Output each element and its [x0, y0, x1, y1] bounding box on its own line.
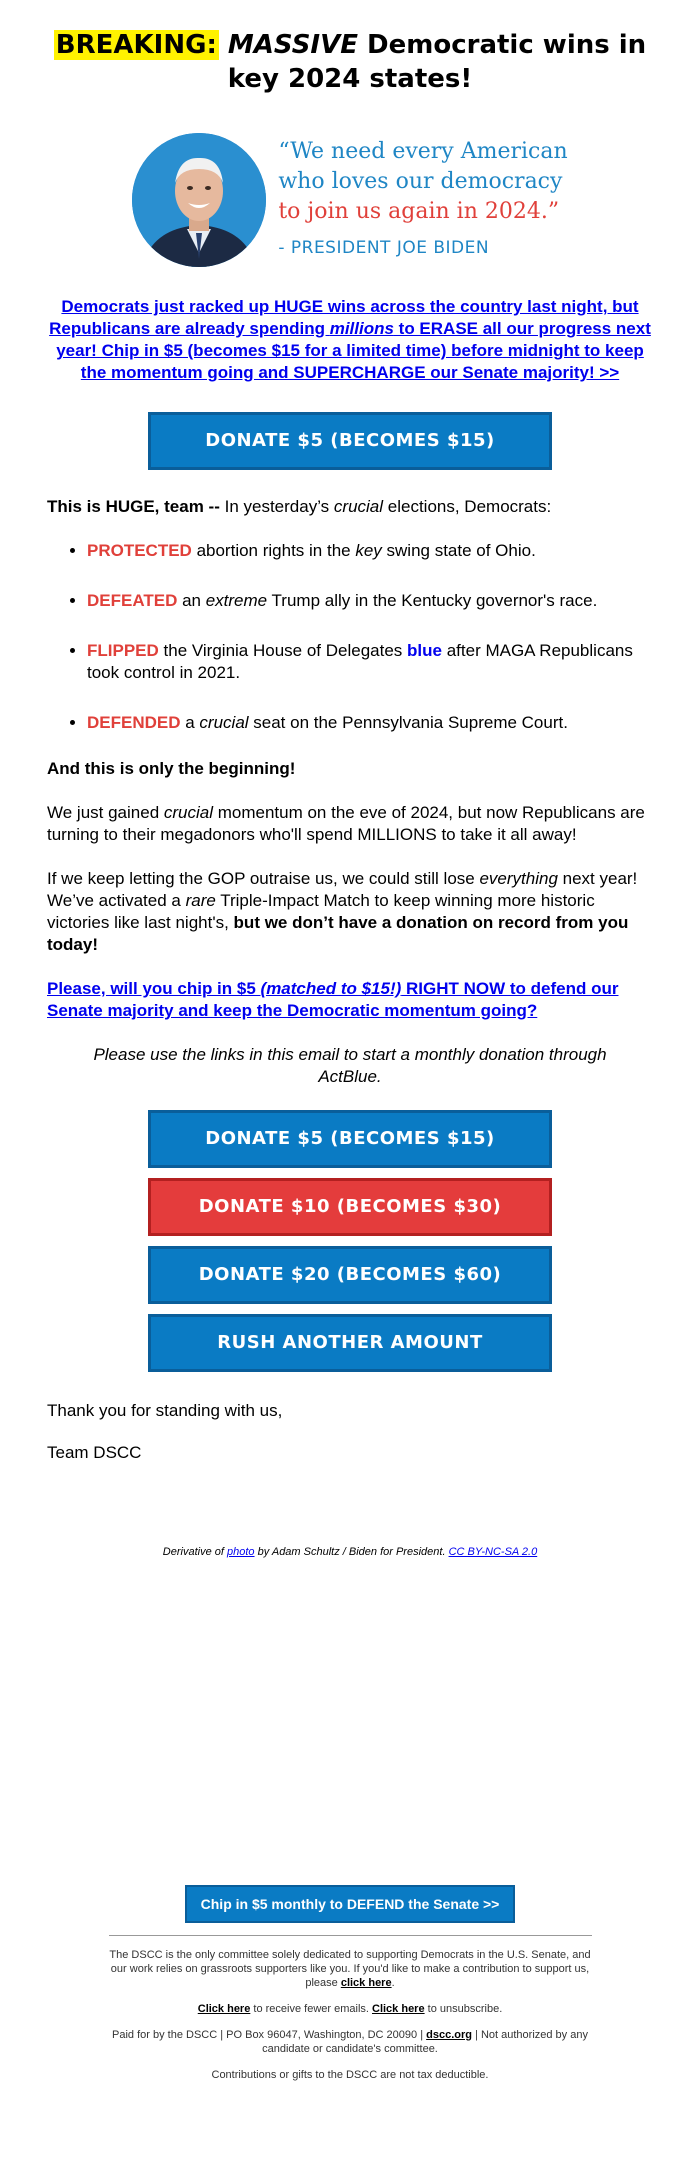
list-item: [87, 640, 653, 684]
momentum-a: We just gained: [47, 803, 164, 822]
headline-massive: MASSIVE: [227, 30, 358, 60]
ask-paragraph: [47, 978, 653, 1022]
quote-line-2: who loves our democracy: [278, 169, 563, 194]
lead-paragraph: [47, 496, 653, 518]
gop-em: everything: [479, 869, 558, 888]
monthly-donate-button[interactable]: Chip in $5 monthly to DEFEND the Senate >>: [185, 1885, 515, 1923]
ask-donate-link[interactable]: [47, 979, 618, 1020]
gop-b: next year! We’ve activated a: [47, 869, 638, 910]
hero-quote: [278, 137, 567, 263]
fewer-emails-link[interactable]: Click here: [197, 2003, 251, 2015]
signoff-text: Team DSCC: [47, 1443, 142, 1462]
momentum-paragraph: [47, 802, 653, 846]
caption-a: Derivative of: [162, 1546, 227, 1558]
monthly-note: Please use the links in this email to start a monthly donation through ActBlue.: [93, 1045, 607, 1086]
contribute-link[interactable]: click here: [340, 1977, 392, 1989]
win-text: Trump ally in the Kentucky governor's race.: [267, 591, 598, 610]
win-text: swing state of Ohio.: [381, 541, 536, 560]
footer: [109, 1948, 592, 2082]
paid-a: Paid for by the DSCC | PO Box 96047, Washington, DC 20090 |: [112, 2029, 427, 2041]
ask-b: RIGHT NOW to defend our Senate majority and keep the Democratic momentum going?: [47, 979, 619, 1020]
win-verb: FLIPPED: [87, 641, 159, 660]
gop-bold: but we don’t have a donation on record from you today!: [47, 913, 629, 954]
hero-banner: [47, 132, 653, 268]
fewer-text: to receive fewer emails.: [250, 2003, 372, 2015]
intro-text-a: Democrats just racked up HUGE wins across the country last night, but Republicans are already spending: [49, 297, 639, 338]
spacer: [47, 1569, 653, 1885]
win-text: the Virginia House of Delegates: [158, 641, 408, 660]
quote-line-3: to join us again in 2024.”: [278, 199, 560, 224]
lead-text-b: elections, Democrats:: [383, 497, 552, 516]
biden-portrait-photo: [132, 133, 266, 267]
win-em: extreme: [205, 591, 268, 610]
list-item: [87, 540, 653, 562]
beginning-text: And this is only the beginning!: [47, 759, 296, 778]
intro-text-b: to ERASE all our progress next year! Chip in $5 (becomes $15 for a limited time) before midnight to keep the momentum going and SUPERCHARGE our Senate majority! >>: [56, 319, 651, 382]
win-verb: PROTECTED: [87, 541, 192, 560]
dscc-link[interactable]: dscc.org: [426, 2029, 472, 2041]
lead-bold: This is HUGE, team --: [47, 497, 220, 516]
lead-text-a: In yesterday’s: [219, 497, 334, 516]
donate-10-button[interactable]: DONATE $10 (BECOMES $30): [148, 1178, 552, 1236]
rush-another-amount-button[interactable]: RUSH ANOTHER AMOUNT: [148, 1314, 552, 1372]
donate-button-group: [47, 1110, 653, 1372]
photo-link[interactable]: photo: [227, 1546, 255, 1558]
win-verb: DEFEATED: [87, 591, 178, 610]
footer-tax-note: Contributions or gifts to the DSCC are not tax deductible.: [211, 2069, 489, 2081]
license-link[interactable]: CC BY-NC-SA 2.0: [448, 1546, 538, 1558]
intro-donate-link[interactable]: [47, 296, 653, 384]
win-text: an: [177, 591, 206, 610]
win-em: key: [355, 541, 382, 560]
intro-text-em: millions: [329, 319, 394, 338]
gop-em2: rare: [185, 891, 216, 910]
footer-email-prefs: [109, 2002, 592, 2016]
win-em: crucial: [199, 713, 249, 732]
caption-b: by Adam Schultz / Biden for President.: [254, 1546, 449, 1558]
list-item: [87, 590, 653, 612]
unsub-text: to unsubscribe.: [424, 2003, 503, 2015]
headline-rest: Democratic wins in key 2024 states!: [227, 30, 647, 94]
ask-em: (matched to $15!): [260, 979, 402, 998]
donate-5-button[interactable]: DONATE $5 (BECOMES $15): [148, 1110, 552, 1168]
gop-a: If we keep letting the GOP outraise us, we could still lose: [47, 869, 480, 888]
gop-c: Triple-Impact Match to keep winning more historic victories like last night's,: [47, 891, 595, 932]
paid-b: | Not authorized by any candidate or candidate's committee.: [262, 2029, 588, 2055]
ask-a: Please, will you chip in $5: [47, 979, 261, 998]
headline: [47, 28, 653, 96]
quote-attribution: - PRESIDENT JOE BIDEN: [278, 238, 490, 258]
photo-credit: [47, 1546, 653, 1558]
win-text: abortion rights in the: [191, 541, 356, 560]
wins-list: [47, 540, 653, 734]
win-text: seat on the Pennsylvania Supreme Court.: [248, 713, 568, 732]
email-body: [47, 0, 653, 2082]
about-b: .: [391, 1977, 395, 1989]
win-blue: blue: [407, 641, 442, 660]
thanks-text: Thank you for standing with us,: [47, 1401, 283, 1420]
momentum-b: momentum on the eve of 2024, but now Republicans are turning to their megadonors who'll spend MILLIONS to take it all away!: [47, 803, 645, 844]
quote-line-1: “We need every American: [278, 139, 568, 164]
breaking-label: BREAKING:: [55, 30, 217, 60]
gop-paragraph: [47, 868, 653, 956]
about-a: The DSCC is the only committee solely dedicated to supporting Democrats in the U.S. Senate, and our work relies on grassroots supporters like you. If you'd like to make a contribution to support us, please: [109, 1949, 591, 1989]
list-item: [87, 712, 653, 734]
momentum-em: crucial: [163, 803, 213, 822]
footer-divider: [109, 1935, 592, 1936]
win-verb: DEFENDED: [87, 713, 181, 732]
footer-paid-for: [109, 2028, 592, 2056]
lead-em: crucial: [333, 497, 384, 516]
footer-about: [109, 1948, 592, 1990]
win-text: after MAGA Republicans took control in 2021.: [87, 641, 633, 682]
donate-5-top-button[interactable]: DONATE $5 (BECOMES $15): [148, 412, 552, 470]
win-text: a: [180, 713, 200, 732]
unsubscribe-link[interactable]: Click here: [372, 2003, 425, 2015]
portrait-illustration: [132, 133, 266, 267]
donate-20-button[interactable]: DONATE $20 (BECOMES $60): [148, 1246, 552, 1304]
